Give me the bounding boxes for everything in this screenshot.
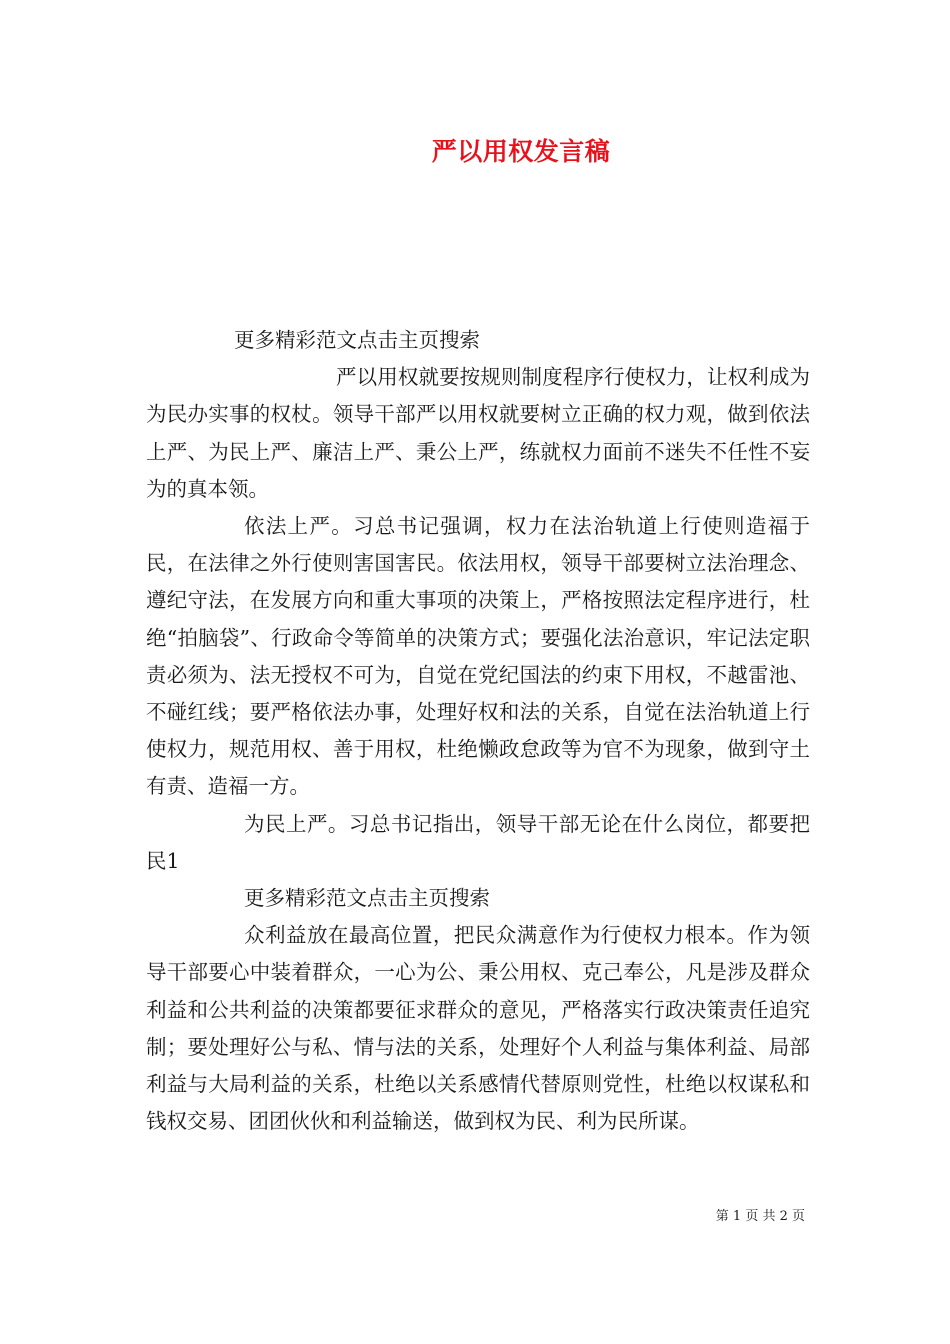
document-title: 严以用权发言稿 — [431, 137, 611, 166]
paragraph: 依法上严。习总书记强调，权力在法治轨道上行使则造福于民，在法律之外行使则害国害民。依法用权，领导干部要树立法治理念、遵纪守法，在发展方向和重大事项的决策上，严格按照法定程序进行，杜绝“拍脑袋”、行政命令等简单的决策方式；要强化法治意识，牢记法定职责必须为、法无授权不可为，自觉在党纪国法的约束下用权，不越雷池、不碰红线；要严格依法办事，处理好权和法的关系，自觉在法治轨道上行使权力，规范用权、善于用权，杜绝懒政怠政等为官不为现象，做到守土有责、造福一方。 — [146, 514, 810, 799]
page-number: 第 1 页 共 2 页 — [715, 1209, 805, 1224]
paragraph: 严以用权就要按规则制度程序行使权力，让权利成为为民办实事的权杖。领导干部严以用权就要树立正确的权力观，做到依法上严、为民上严、廉洁上严、秉公上严，练就权力面前不迷失不任性不妄为的真本领。 — [146, 365, 810, 501]
paragraph: 众利益放在最高位置，把民众满意作为行使权力根本。作为领导干部要心中装着群众，一心为公、秉公用权、克己奉公，凡是涉及群众利益和公共利益的决策都要征求群众的意见，严格落实行政决策责任追究制；要处理好公与私、情与法的关系，处理好个人利益与集体利益、局部利益与大局利益的关系，杜绝以关系感情代替原则党性，杜绝以权谋私和钱权交易、团团伙伙和利益输送，做到权为民、利为民所谋。 — [146, 923, 810, 1134]
paragraph: 为民上严。习总书记指出，领导干部无论在什么岗位，都要把民1 — [146, 811, 810, 873]
document-body — [146, 322, 810, 1140]
promo-text: 更多精彩范文点击主页搜索 — [244, 886, 490, 911]
promo-text: 更多精彩范文点击主页搜索 — [234, 328, 480, 352]
